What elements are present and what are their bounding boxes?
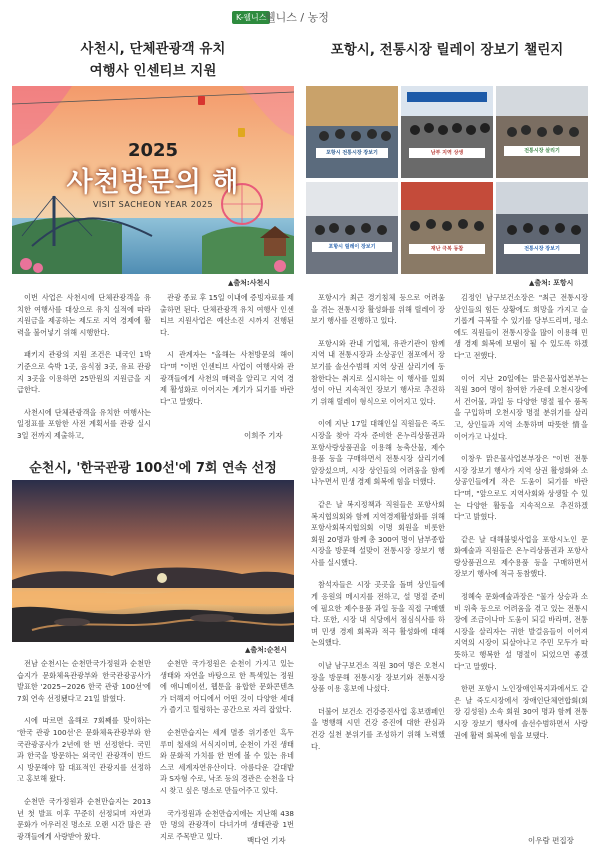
- article1-title-line1: 사천시, 단체관광객 유치: [80, 41, 226, 57]
- market-banner-illustration: [306, 182, 398, 274]
- article1-col1: [17, 292, 151, 453]
- paragraph: 관광 종료 후 15일 이내에 증빙자료를 제출하면 된다. 단체관광객 유치 여행사 인센티브 지원사업은 예산소진 시까지 진행된다.: [160, 293, 295, 337]
- paragraph: 참석자들은 시장 곳곳을 돌며 상인들에게 응원의 메시지를 전하고, 설 명절 준비에 필요한 제수용품 과일 등을 직접 구매했다. 또한, 시장 내 식당에서 점심식사를 하며 민생 경제 회복과 적극 활성화에 대해 논의했다.: [311, 580, 445, 648]
- paragraph: 이어 지난 20일에는 맑은물사업본부는 직원 30여 명이 참여한 가운데 오천시장에서 건어물, 과일 등 다양한 명절 필수 품목을 구입하며 오천시장 명절 분위기를 살리고, 상인들과 지역 소통하며 따뜻한 情을 이어가고 나섰다.: [454, 373, 588, 441]
- market-crowd-illustration: [306, 86, 398, 178]
- collage-photo-5: [401, 182, 493, 274]
- paragraph: 포항시와 관내 기업체, 유관기관이 함께 지역 내 전통시장과 소상공인 점포에서 장보기를 솔선수범해 지역 상권 살리기에 동참한다는 취지로 실시하는 이 행사를 일회성이 아닌 지속적인 장보기 행사로 추진하기 위해 릴레이 형식으로 이어지고 있다.: [311, 338, 445, 406]
- poster-headline: 사천방문의 해: [66, 167, 240, 198]
- banner-text: 남부 지역 상생: [430, 150, 464, 156]
- article2-reporter: 백다연 기자: [247, 836, 286, 845]
- paragraph: 패키지 관광의 지원 조건은 내국인 1박 기준으로 숙박 1곳, 음식점 3곳, 유료 관광지 3곳을 이용하면 25만원의 지원금을 지급한다.: [17, 350, 151, 395]
- article1-title: [12, 38, 294, 82]
- sacheon-poster: [12, 86, 294, 274]
- paragraph: 더불어 보건소 건강증진사업 홍보캠페인을 병행해 시민 건강 증진에 대한 관심과 건강 실천 분위기를 조성하기 위해 노력했다.: [311, 706, 445, 751]
- market-sign-illustration: [401, 182, 493, 274]
- banner-text: 포항시 릴레이 장보기: [328, 244, 376, 250]
- market-group-illustration: [401, 86, 493, 178]
- paragraph: 순천만습지는 세계 멸종 위기종인 흑두루미 철새의 서식지이며, 순천이 가진 생태와 문화적 가치를 한 번에 볼 수 있는 유네스코 세계자연유산이다. 아름다운 갈대밭과 S자형 수로, 낙조 등의 경관은 순천을 다시 찾고 싶은 명소로 만들어주고 있다.: [160, 727, 294, 795]
- article2-credit: ▲출처:순천시: [245, 646, 287, 654]
- page-header: [0, 0, 600, 30]
- article1-title-line2: 여행사 인센티브 지원: [89, 63, 217, 79]
- market-street-illustration: [496, 86, 588, 178]
- article1-reporter: 이희주 기자: [244, 431, 283, 440]
- section-badge: K-웰니스: [232, 11, 270, 24]
- paragraph: 이번 사업은 사천시에 단체관광객을 유치한 여행사를 대상으로 유치 실적에 따라 지원금을 제공하는 제도로 지역 경제에 활력을 불어넣기 위해 시행한다.: [17, 293, 151, 337]
- collage-photo-4: [306, 182, 398, 274]
- market-entrance-illustration: [496, 182, 588, 274]
- banner-text: 재난 극복 동참: [430, 246, 464, 252]
- poster-caption: VISIT SACHEON YEAR 2025: [92, 200, 214, 209]
- article2-title: 순천시, '한국관광 100선'에 7회 연속 선정: [29, 461, 277, 476]
- paragraph: 순천만 국가정원은 순천이 가지고 있는 생태와 자연을 바탕으로 한 특색있는 정원에 애니메이션, 웹툰을 융합한 문화콘텐츠가 더해져 어디에서 어떤 것이 다양한 세대가 즐기고 힐링하는 공간으로 자리 잡았다.: [160, 659, 294, 715]
- paragraph: 사천시에 단체관광객을 유치한 여행사는 일정표를 포함한 사전 계획서를 관광 실시 3일 전까지 제출하고,: [17, 407, 151, 440]
- paragraph: 포항시가 최근 경기침체 등으로 어려움을 겪는 전통시장 활성화를 위해 릴레이 장보기 행사를 진행하고 있다.: [311, 293, 445, 326]
- collage-photo-2: [401, 86, 493, 178]
- banner-text: 전통시장 장보기: [524, 246, 560, 252]
- pohang-photo-collage: [306, 86, 588, 274]
- article1-col2: [160, 292, 294, 418]
- suncheon-photo: [12, 480, 294, 642]
- paragraph: 순천만 국가정원과 순천만습지는 2013년 첫 발표 이후 꾸준히 선정되며 자연과 문화가 어우러진 명소로 오랜 시간 많은 관광객들에게 사랑받아 왔다.: [17, 796, 151, 841]
- collage-photo-6: [496, 182, 588, 274]
- paragraph: 한편 포항시 노인장애인복지과에서도 같은 날 죽도시장에서 장애인단체연합회(회장 김성원) 소속 회원 30여 명과 함께 전통시장 장보기 행사에 솔선수범하면서 사랑권에 활력 회복에 힘을 보탰다.: [454, 684, 588, 740]
- article3-col1: [311, 292, 445, 763]
- collage-photo-1: [306, 86, 398, 178]
- paragraph: 이창우 맑은물사업본부장은 "이번 전통시장 장보기 행사가 지역 상권 활성화와 소상공인들에게 작은 도움이 되기를 바란다"며, "앞으로도 지역사회와 상생할 수 있는 다양한 활동을 지속적으로 추진하겠다"고 밝혔다.: [454, 454, 588, 522]
- section-label: 웰니스 / 농정: [265, 11, 329, 24]
- paragraph: 시에 따르면 올해로 7회째를 맞이하는 '한국 관광 100선'은 문화체육관광부와 한국관광공사가 2년에 한 번 선정한다. 국민과 한국을 방문하는 외국인 관광객이 반드시 방문해야 할 대표적인 관광지를 선정하고 홍보해 왔다.: [17, 716, 151, 784]
- article2-col1: [17, 658, 151, 853]
- paragraph: 같은 날 복지정책과 직원들은 포항사회복지협의회와 함께 지역경제활성화를 위해 포항사회복지협의회 이명 회원을 비롯한 회원 20명과 함께 총 300여 명이 남부종합시장을 방문해 설맞이 전통시장 장보기 행사를 실시했다.: [311, 499, 445, 567]
- paragraph: 정혜숙 문화예술과장은 "물가 상승과 소비 위축 등으로 어려움을 겪고 있는 전통시장에 조금이나마 도움이 되길 바라며, 전통시장을 살리자는 귀한 발걸음들이 이어져 지역의 시장이 되살아나고 주민 모두가 따뜻하고 행복한 설 명절이 되었으면 좋겠다"고 말했다.: [454, 592, 588, 671]
- article2-col2: [160, 658, 294, 853]
- banner-text: 전통시장 살리기: [524, 148, 560, 154]
- paragraph: 같은 날 대해불빛사업을 포항시노인 문화예술과 직원들은 온누리상품권과 포항사랑상품권으로 제수용품 등을 구매하면서 장보기 행사에 적극 동참했다.: [454, 534, 588, 579]
- article1-credit: ▲출처:사천시: [228, 279, 270, 287]
- paragraph: 시 관계자는 "올해는 사천방문의 해이다"며 "이번 인센티브 사업이 여행사와 관광객들에게 사천의 매력을 알리고 지역 경제 활성화로 이어지는 계기가 되기를 바란다"고 말했다.: [160, 350, 294, 406]
- paragraph: 이에 지난 17일 대해인실 직원들은 죽도시장을 찾아 각자 준비한 온누리상품권과 포항사랑상품권을 이용해 농축산물, 제수용품 등을 구매하면서 전통시장 살리기에 앞장섰으며, 시장 상인들의 어려움을 함께 나누면서 민생 경제 회복에 힘을 더했다.: [311, 419, 445, 487]
- article3-title: 포항시, 전통시장 릴레이 장보기 챌린지: [330, 42, 564, 58]
- article3-reporter: 이우람 편집장: [528, 836, 574, 845]
- poster-year: 2025: [127, 140, 179, 161]
- suncheon-wetland-sunset: [12, 480, 294, 642]
- collage-photo-3: [496, 86, 588, 178]
- paragraph: 이날 남구보건소 직원 30여 명은 오천시장을 방문해 전통시장 장보기와 전통시장 상품 이용 홍보에 나섰다.: [311, 661, 445, 694]
- paragraph: 전남 순천시는 순천만국가정원과 순천만습지가 문화체육관광부와 한국관광공사가 발표한 '2025~2026 한국 관광 100선'에 7회 연속 선정됐다고 21일 밝혔다.: [17, 659, 151, 703]
- paragraph: 국가정원과 순천만습지에는 지난해 438만 명의 관광객이 다녀가며 생태관광 1번지로 주목받고 있다.: [160, 808, 294, 841]
- paragraph: 김정인 남구보건소장은 "최근 전통시장 상인들의 힘든 상황에도 희망을 가지고 슬기롭게 극복할 수 있기를 당부드리며, 평소에도 직원들이 전통시장을 많이 이용해 민생 경제 회복에 보탬이 될 수 있도록 하겠다"고 전했다.: [454, 293, 588, 360]
- article3-credit: ▲출처: 포항시: [529, 279, 574, 287]
- banner-text: 포항시 전통시장 장보기: [326, 150, 378, 156]
- article3-col2: [454, 292, 588, 752]
